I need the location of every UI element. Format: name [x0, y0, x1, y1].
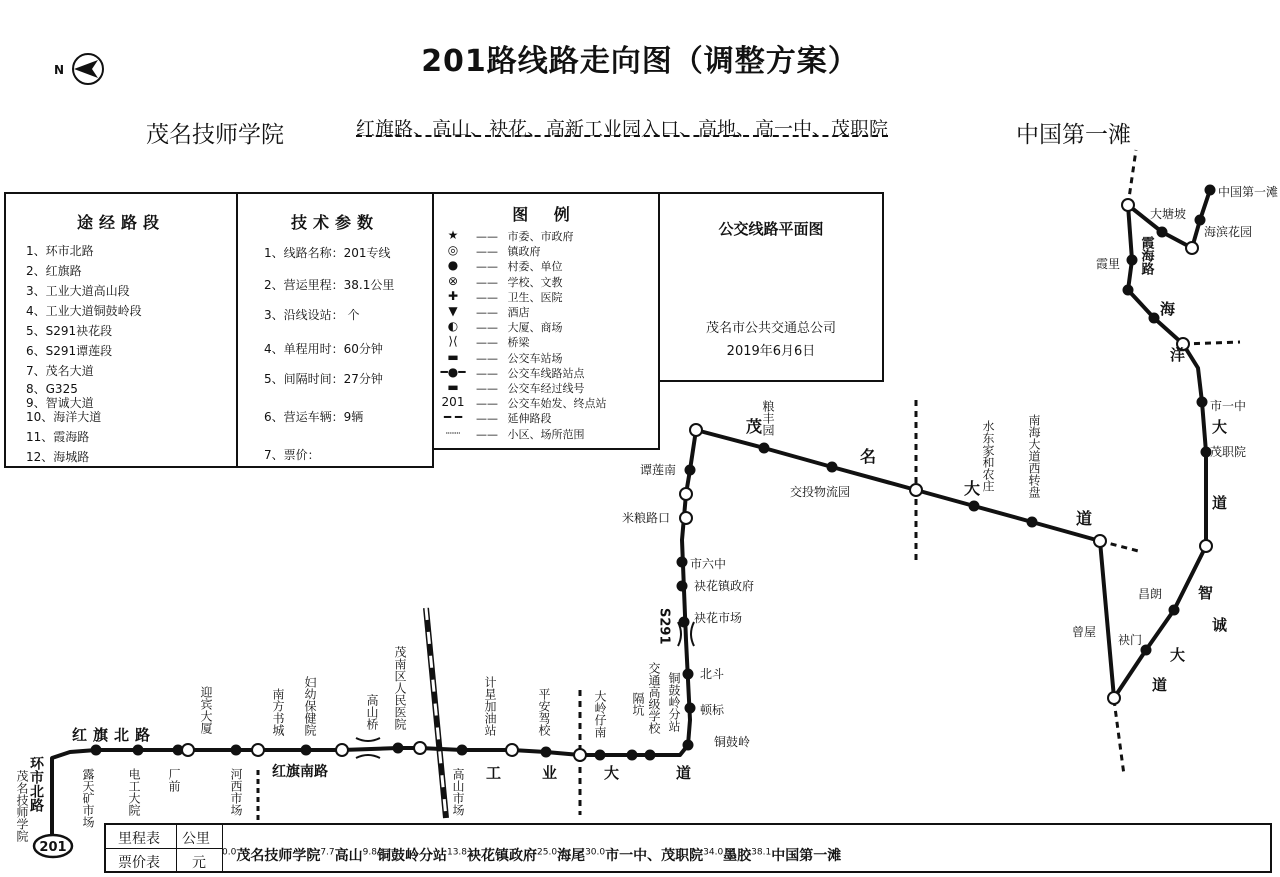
route-section-item: 10、海洋大道: [26, 410, 102, 424]
stop-label-s1: 茂名技师学院: [15, 770, 29, 842]
header-origin: 茂名技师学院: [146, 122, 284, 148]
stop-dot: [1158, 228, 1167, 237]
stop-label-s14: 大岭仔南: [593, 690, 607, 738]
stop-dot: [680, 618, 689, 627]
stop-label-s15: 交通高级学校: [647, 662, 661, 734]
route-section-item: 3、工业大道高山段: [26, 284, 130, 298]
stop-label-s20: 北斗: [700, 667, 725, 681]
route-section-item: 1、环市北路: [26, 244, 94, 258]
stop-dot: [684, 670, 693, 679]
legend-label: 学校、文教: [507, 275, 563, 289]
route-section-item: 4、工业大道铜鼓岭段: [26, 304, 142, 318]
legend-label: 酒店: [507, 306, 530, 319]
mileage-km: 25.0: [537, 847, 558, 858]
stop-label-s6: 河西市场: [229, 768, 243, 816]
star-icon: ★: [447, 228, 459, 242]
compass-label: N: [54, 63, 65, 77]
transfer-stop-dot: [1186, 242, 1198, 254]
mileage-stop: 铜鼓岭分站: [376, 848, 447, 864]
stop-label-s27: 交投物流园: [790, 485, 851, 499]
road-label: 大: [1170, 646, 1186, 664]
extension-line: [1183, 342, 1240, 344]
road-label: S291: [656, 608, 672, 645]
plan-title: 公交线路平面图: [718, 220, 824, 238]
road-label: 茂: [746, 417, 763, 436]
stop-dot: [134, 746, 143, 755]
extension-line: [1128, 150, 1136, 205]
stop-label-s2: 露天矿市场: [81, 768, 95, 828]
legend-dash: ——: [476, 412, 502, 426]
route-section-item: 7、茂名大道: [26, 364, 94, 378]
stop-dot: [458, 746, 467, 755]
legend-title: 图 例: [512, 205, 580, 224]
transfer-stop-dot: [252, 744, 264, 756]
stop-label-s32: 昌朗: [1138, 587, 1163, 601]
route-section-item: 9、智诚大道: [26, 396, 94, 410]
mileage-km: 0.0: [222, 847, 237, 858]
terminal-badge: [34, 835, 72, 857]
transfer-stop-dot: [414, 742, 426, 754]
stop-label-s30: 曾屋: [1072, 625, 1097, 639]
page-title: 201路线路走向图（调整方案）: [421, 44, 859, 79]
stop-label-s37: 海滨花园: [1204, 225, 1253, 239]
mileage-stop: 墨胶: [723, 848, 752, 864]
school-icon: ⊗: [447, 273, 459, 288]
legend-dash: ——: [476, 260, 502, 274]
stop-label-s18: 铜鼓岭: [714, 735, 751, 749]
legend-dash: ——: [476, 275, 502, 289]
road-label: 环市北路: [28, 756, 44, 812]
stop-label-s33: 茂职院: [1210, 445, 1247, 459]
bus-station-icon: ▬: [447, 349, 459, 364]
mileage-km: 9.8: [362, 847, 377, 858]
extension-dash-icon: ━ ━: [443, 410, 463, 425]
route-number-icon: ▬: [447, 380, 459, 394]
transfer-stop-dot: [1108, 692, 1120, 704]
plan-company: 茂名市公共交通总公司: [705, 321, 836, 336]
road-label: 大: [964, 479, 981, 498]
road-label: 道: [676, 764, 692, 782]
hotel-icon: ▼: [448, 304, 458, 318]
stop-dot: [1028, 518, 1037, 527]
stop-label-s9: 高山桥: [365, 694, 379, 730]
legend-label: 延伸路段: [507, 412, 552, 426]
stop-dot: [596, 751, 605, 760]
legend-label: 镇政府: [507, 245, 541, 259]
stop-dot: [686, 466, 695, 475]
stop-label-s5: 迎宾大厦: [199, 686, 213, 734]
transfer-stop-dot: [574, 749, 586, 761]
stop-label-s3: 电工大院: [127, 768, 141, 816]
legend-dash: ——: [476, 230, 502, 243]
legend-label: 公交车线路站点: [507, 366, 585, 380]
stop-label-s10: 茂南区人民医院: [393, 646, 407, 730]
tech-params-title: 技术参数: [290, 213, 379, 232]
tech-param-item: 7、票价：: [264, 448, 320, 462]
terminal-route-number: 201: [39, 840, 67, 855]
fare-label: 票价表: [118, 855, 160, 871]
legend-label: 大厦、商场: [507, 321, 563, 335]
area-dot-icon: ┈┈: [445, 425, 461, 440]
stop-label-s36: 大塘坡: [1150, 207, 1187, 221]
stop-dot: [1206, 186, 1215, 195]
extension-line: [1114, 700, 1124, 775]
fare-unit: 元: [192, 855, 206, 871]
legend-dash: ——: [476, 427, 502, 441]
legend-label: 小区、场所范围: [507, 427, 585, 441]
header-via: 红旗路、高山、袂花、高新工业园入口、高地、高一中、茂职院: [356, 118, 889, 140]
road-label: 工: [486, 764, 502, 782]
stop-label-s19: 顿标: [700, 703, 725, 717]
stop-dot: [542, 748, 551, 757]
mileage-km: 34.0: [703, 847, 724, 858]
stop-label-s34: 市一中: [1210, 399, 1247, 413]
legend-label: 公交车经过线号: [507, 382, 585, 395]
tech-param-item: 2、营运里程：38.1公里: [264, 278, 395, 292]
legend-dash: ——: [476, 321, 502, 335]
village-dot-icon: ●: [447, 258, 459, 273]
mileage-stop: 高山: [334, 848, 363, 864]
legend-dash: ——: [476, 245, 502, 259]
stop-label-s23: 市六中: [690, 557, 727, 571]
route-section-item: 12、海城路: [26, 450, 90, 464]
tech-param-item: 6、营运车辆：9辆: [264, 410, 364, 424]
stop-dot: [1142, 646, 1151, 655]
stop-dot: [678, 558, 687, 567]
stop-dot: [1150, 314, 1159, 323]
road-label: 红旗南路: [272, 764, 328, 780]
tech-param-item: 3、沿线设站： 个: [264, 308, 360, 322]
stop-dot: [1124, 286, 1133, 295]
stop-label-s26: 粮丰园: [761, 400, 775, 436]
stop-label-s25: 谭莲南: [640, 463, 677, 477]
transfer-stop-dot: [680, 512, 692, 524]
bridge-icon: ⟩⟨: [448, 334, 458, 349]
road-label: 道: [1152, 676, 1168, 694]
tech-param-item: 5、间隔时间：27分钟: [264, 372, 383, 386]
stop-dot: [1170, 606, 1179, 615]
tech-param-item: 4、单程用时：60分钟: [264, 342, 383, 356]
legend-label: 市委、市政府: [507, 230, 574, 243]
mileage-km: 13.8: [446, 847, 468, 858]
stop-label-s38: 中国第一滩: [1218, 185, 1279, 199]
plan-date: 2019年6月6日: [726, 344, 816, 359]
route-section-item: 8、G325: [26, 382, 78, 396]
mileage-stop: 海尾: [557, 848, 586, 864]
stop-dot: [970, 502, 979, 511]
stop-dot: [646, 751, 655, 760]
stop-label-s31: 袂门: [1118, 633, 1143, 647]
stop-dot: [1198, 398, 1207, 407]
road-label: 大: [1212, 418, 1228, 436]
route-section-title: 途经路段: [76, 213, 165, 232]
town-gov-icon: ◎: [447, 243, 459, 258]
stop-dot: [684, 741, 693, 750]
transfer-stop-dot: [506, 744, 518, 756]
stop-label-s24: 米粮路口: [622, 511, 671, 525]
road-label: 大: [604, 764, 620, 782]
legend-label: 桥梁: [507, 336, 530, 350]
stop-label-s21: 袂花市场: [694, 611, 743, 625]
mileage-label: 里程表: [118, 831, 160, 847]
legend-label: 公交车站场: [507, 351, 563, 365]
legend-dash: ——: [476, 351, 502, 365]
bus-stop-icon: ━●━: [440, 364, 466, 379]
stop-dot: [828, 463, 837, 472]
stop-dot: [1196, 216, 1205, 225]
stop-dot: [302, 746, 311, 755]
terminal-icon: 201: [441, 395, 465, 410]
stop-label-s16: 隔坑: [631, 692, 645, 716]
stop-label-s35: 霞里: [1096, 257, 1121, 271]
stop-label-s7: 南方书城: [271, 688, 285, 736]
road-label: 诚: [1212, 616, 1228, 634]
route-section-item: 11、霞海路: [26, 430, 90, 444]
road-label: 名: [860, 447, 877, 466]
stop-label-s8: 妇幼保健院: [303, 676, 317, 736]
route-section-item: 6、S291谭莲段: [26, 344, 113, 358]
mileage-km: 30.0: [585, 847, 606, 858]
route-section-item: 5、S291袂花段: [26, 324, 113, 338]
road-label: 业: [542, 764, 558, 782]
legend-label: 村委、单位: [507, 260, 563, 274]
legend-dash: ——: [476, 336, 502, 350]
transfer-stop-dot: [336, 744, 348, 756]
transfer-stop-dot: [690, 424, 702, 436]
mileage-unit: 公里: [182, 831, 210, 847]
road-label: 海: [1160, 300, 1176, 318]
transfer-stop-dot: [680, 488, 692, 500]
stop-label-s11: 高山市场: [451, 768, 465, 816]
stop-dot: [760, 444, 769, 453]
road-label: 道: [1076, 509, 1093, 528]
mileage-km: 7.7: [320, 847, 335, 858]
transfer-stop-dot: [1122, 199, 1134, 211]
stop-label-s13: 平安驾校: [537, 688, 551, 736]
transfer-stop-dot: [910, 484, 922, 496]
mileage-stop: 袂花镇政府: [467, 848, 538, 864]
tech-param-item: 1、线路名称：201专线: [264, 246, 391, 260]
stop-label-s4: 厂前: [167, 768, 181, 792]
railway-line-dash: [426, 608, 446, 818]
mileage-stop: 中国第一滩: [771, 848, 842, 864]
stop-label-s22: 袂花镇政府: [694, 579, 755, 593]
road-label: 智: [1198, 584, 1214, 602]
legend-dash: ——: [476, 397, 502, 411]
stop-label-s29: 南海大道西转盘: [1027, 414, 1041, 498]
stop-label-s12: 计星加油站: [483, 676, 497, 736]
stop-dot: [1128, 256, 1137, 265]
mileage-km: 38.1: [751, 847, 772, 858]
hospital-icon: ✚: [447, 288, 459, 303]
stop-dot: [232, 746, 241, 755]
road-label: 道: [1212, 494, 1228, 512]
road-label: 洋: [1170, 346, 1186, 364]
stop-dot: [678, 582, 687, 591]
legend-dash: ——: [476, 306, 502, 319]
stop-dot: [92, 746, 101, 755]
legend-dash: ——: [476, 290, 502, 304]
stop-dot: [686, 704, 695, 713]
legend-dash: ——: [476, 382, 502, 395]
mileage-stop: 茂名技师学院: [236, 848, 321, 864]
legend-label: 卫生、医院: [507, 290, 563, 304]
mileage-list: [222, 845, 841, 865]
mileage-stop: 市一中、茂职院: [605, 848, 704, 864]
stop-dot: [394, 744, 403, 753]
legend-label: 公交车始发、终点站: [507, 397, 607, 411]
road-label: 霞海路: [1138, 236, 1154, 275]
transfer-stop-dot: [1094, 535, 1106, 547]
mall-icon: ◐: [447, 319, 459, 334]
stop-dot: [628, 751, 637, 760]
route-section-item: 2、红旗路: [26, 264, 82, 278]
transfer-stop-dot: [1200, 540, 1212, 552]
legend-dash: ——: [476, 366, 502, 380]
road-label: 红旗北路: [72, 726, 157, 744]
header-destination: 中国第一滩: [1016, 122, 1131, 148]
transfer-stop-dot: [182, 744, 194, 756]
stop-label-s28: 水东家和农庄: [981, 420, 995, 492]
stop-label-s17: 铜鼓岭分站: [667, 672, 681, 732]
